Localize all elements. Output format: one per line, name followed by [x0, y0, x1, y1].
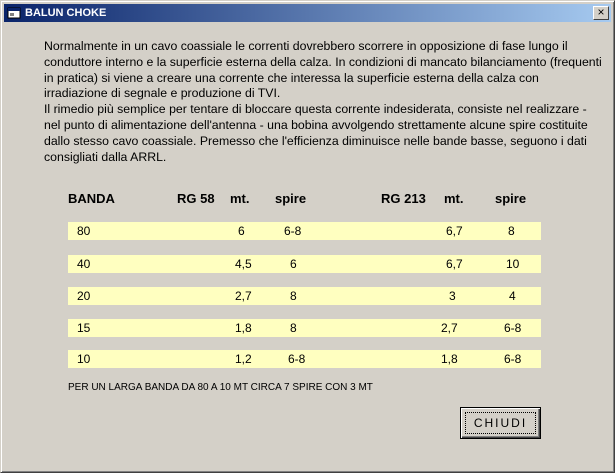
cell-rg213-mt: 3 [449, 289, 456, 303]
table-row [68, 222, 541, 240]
cell-rg58-spire: 6-8 [288, 352, 306, 366]
cell-banda: 40 [77, 257, 91, 271]
cell-rg58-mt: 4,5 [235, 257, 252, 271]
intro-paragraph-2: Il rimedio più semplice per tentare di bloccare questa corrente indesiderata, consiste nel realizzare - nel punto di alimentazione dell'antenna - una bobina avvolgendo strettamente alcune spire costituite dallo stesso cavo coassiale. Premesso che l'efficienza diminuisce nelle bande basse, seguono i dati consigliati dalla ARRL. [44, 102, 588, 164]
cell-rg58-mt: 1,2 [235, 352, 252, 366]
cell-rg213-spire: 8 [508, 224, 515, 238]
cell-rg213-mt: 2,7 [441, 321, 458, 335]
header-rg213: RG 213 [381, 191, 426, 206]
cell-rg213-spire: 6-8 [504, 321, 522, 335]
cell-rg58-spire: 6 [290, 257, 297, 271]
cell-rg213-mt: 6,7 [446, 224, 463, 238]
cell-rg58-mt: 2,7 [235, 289, 252, 303]
header-banda: BANDA [68, 191, 115, 206]
header-rg58-mt: mt. [230, 191, 250, 206]
cell-rg58-spire: 8 [290, 289, 297, 303]
cell-rg213-mt: 1,8 [441, 352, 458, 366]
wideband-note: PER UN LARGA BANDA DA 80 A 10 MT CIRCA 7 SPIRE CON 3 MT [68, 382, 373, 393]
header-rg213-spire: spire [495, 191, 527, 206]
cell-rg213-spire: 6-8 [504, 352, 522, 366]
header-rg58-spire: spire [275, 191, 307, 206]
close-icon: × [597, 5, 605, 19]
chiudi-label: CHIUDI [473, 416, 528, 430]
close-button[interactable] [593, 6, 609, 20]
intro-text [44, 39, 604, 165]
cell-banda: 80 [77, 224, 91, 238]
window-title: BALUN CHOKE [25, 7, 107, 19]
header-rg58: RG 58 [177, 191, 215, 206]
table-row [68, 350, 541, 368]
cell-rg58-mt: 6 [238, 224, 245, 238]
cell-rg58-mt: 1,8 [235, 321, 252, 335]
title-bar[interactable] [4, 4, 611, 22]
cell-banda: 20 [77, 289, 91, 303]
cell-rg213-spire: 4 [509, 289, 516, 303]
cell-rg58-spire: 6-8 [284, 224, 302, 238]
intro-paragraph-1: Normalmente in un cavo coassiale le correnti dovrebbero scorrere in opposizione di fase lungo il conduttore interno e la superficie esterna della calza. In condizioni di mancato bilanciamento (frequenti in pratica) si viene a creare una corrente che interessa la superficie esterna della calza con irradiazione di segnale e produzione di TVI. [44, 39, 602, 101]
chiudi-button[interactable] [460, 407, 541, 439]
table-row [68, 255, 541, 273]
cell-banda: 15 [77, 321, 91, 335]
header-rg213-mt: mt. [444, 191, 464, 206]
table-row [68, 319, 541, 337]
app-icon [7, 6, 21, 20]
cell-banda: 10 [77, 352, 91, 366]
cell-rg58-spire: 8 [290, 321, 297, 335]
table-row [68, 287, 541, 305]
cell-rg213-mt: 6,7 [446, 257, 463, 271]
cell-rg213-spire: 10 [506, 257, 520, 271]
